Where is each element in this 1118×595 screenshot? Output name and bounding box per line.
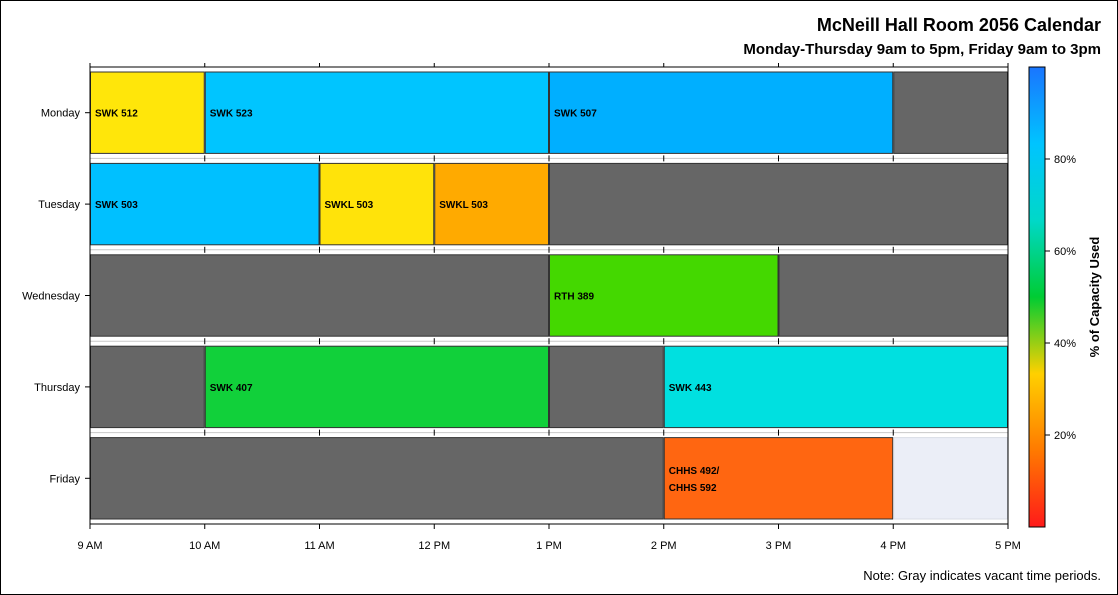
booking-label: SWKL 503 <box>439 200 488 212</box>
x-tick-label: 12 PM <box>418 540 451 552</box>
booking-label: SWK 507 <box>554 108 597 120</box>
booking-label: SWKL 503 <box>324 200 374 212</box>
booking-bar <box>664 346 1007 427</box>
booking-bar <box>664 438 893 519</box>
booking-label: SWK 512 <box>95 108 138 120</box>
vacant-bar <box>779 255 1008 336</box>
booking-label: SWK 523 <box>209 108 253 120</box>
unavailable-bar <box>894 438 1008 519</box>
booking-bar <box>205 72 548 153</box>
chart-title: McNeill Hall Room 2056 Calendar <box>816 15 1101 35</box>
x-tick-label: 1 PM <box>536 540 562 552</box>
colorbar-tick-label: 60% <box>1054 246 1077 258</box>
vacancy-note: Note: Gray indicates vacant time periods. <box>863 568 1101 583</box>
booking-label: RTH 389 <box>554 291 595 303</box>
x-tick-label: 9 AM <box>77 540 103 552</box>
vacant-bar <box>91 346 205 427</box>
colorbar <box>1029 67 1102 527</box>
chart-subtitle: Monday-Thursday 9am to 5pm, Friday 9am to 3pm <box>743 41 1101 58</box>
colorbar-scale <box>1029 67 1045 527</box>
day-label: Wednesday <box>22 290 80 303</box>
colorbar-label: % of Capacity Used <box>1087 236 1102 358</box>
colorbar-tick-label: 20% <box>1054 430 1077 442</box>
x-tick-label: 3 PM <box>765 540 792 552</box>
booking-label: CHHS 492/ <box>668 465 720 477</box>
x-tick-label: 11 AM <box>304 540 335 552</box>
vacant-bar <box>91 438 664 519</box>
booking-bars <box>91 72 1008 519</box>
day-label: Thursday <box>34 381 80 394</box>
x-tick-label: 5 PM <box>995 540 1021 552</box>
day-label: Friday <box>49 473 80 486</box>
day-label: Monday <box>40 107 80 120</box>
vacant-bar <box>550 346 664 427</box>
booking-label: SWK 443 <box>668 382 712 394</box>
x-tick-label: 10 AM <box>189 540 221 552</box>
vacant-bar <box>894 72 1008 153</box>
booking-bar <box>205 346 548 427</box>
x-tick-label: 2 PM <box>650 540 677 552</box>
booking-label: SWK 503 <box>95 200 138 212</box>
vacant-bar <box>91 255 549 336</box>
vacant-bar <box>550 163 1008 244</box>
booking-bar <box>550 72 893 153</box>
booking-label: CHHS 592 <box>668 482 717 494</box>
colorbar-tick-label: 40% <box>1054 338 1077 350</box>
day-label: Tuesday <box>38 199 80 212</box>
x-tick-label: 4 PM <box>880 540 907 552</box>
colorbar-tick-label: 80% <box>1054 154 1077 166</box>
booking-label: SWK 407 <box>209 382 253 394</box>
